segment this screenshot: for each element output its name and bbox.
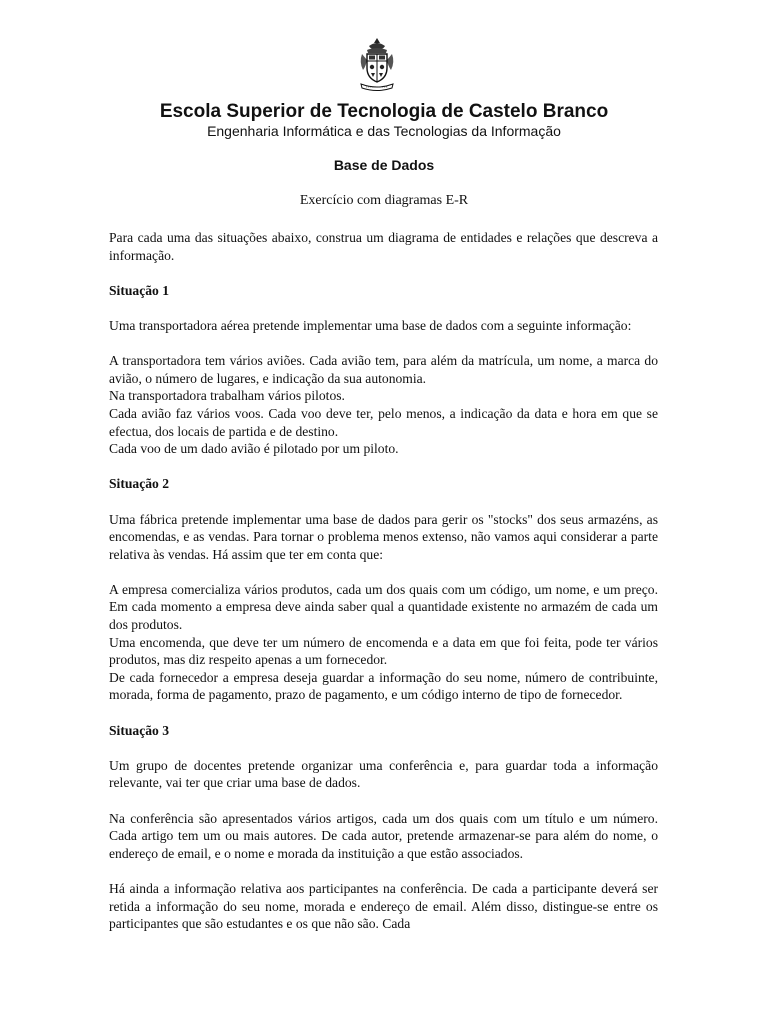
situation-1-details	[109, 352, 658, 458]
situation-1-item: A transportadora tem vários aviões. Cada avião tem, para além da matrícula, um nome, a marca do avião, o número de lugares, e indicação da sua autonomia.	[109, 353, 658, 386]
exercise-title: Exercício com diagramas E-R	[299, 193, 469, 208]
situation-2-heading: Situação 2	[109, 476, 170, 492]
situation-3-intro: Um grupo de docentes pretende organizar uma conferência e, para guardar toda a informação relevante, vai ter que criar uma base de dados.	[109, 757, 658, 791]
situation-3-paragraph: Na conferência são apresentados vários artigos, cada um dos quais com um título e um número. Cada artigo tem um ou mais autores. De cada autor, pretende armazenar-se para além do nome, o endereço de email, e o nome e morada da instituição a que estão associados.	[109, 810, 658, 861]
school-crest-logo	[357, 36, 397, 94]
situation-2-item: A empresa comercializa vários produtos, cada um dos quais com um código, um nome, e um preço. Em cada momento a empresa deve ainda saber qual a quantidade existente no armazém de cada um dos produtos.	[109, 581, 658, 633]
situation-2-intro: Uma fábrica pretende implementar uma base de dados para gerir os "stocks" dos seus armazéns, as encomendas, e as vendas. Para tornar o problema menos extenso, não vamos aqui considerar a parte relativa às vendas. Há assim que ter em conta que:	[109, 511, 658, 562]
department-name: Engenharia Informática e das Tecnologias da Informação	[207, 123, 561, 139]
situation-1-item: Cada avião faz vários voos. Cada voo deve ter, pelo menos, a indicação da data e hora em que se efectua, dos locais de partida e de destino.	[109, 405, 658, 439]
situation-3-heading: Situação 3	[109, 722, 170, 738]
situation-1-heading: Situação 1	[109, 282, 170, 298]
situation-1-item: Cada voo de um dado avião é pilotado por um piloto.	[109, 441, 399, 457]
document-body	[109, 229, 658, 950]
situation-2-details	[109, 581, 658, 704]
situation-2-item: De cada fornecedor a empresa deseja guardar a informação do seu nome, número de contribuinte, morada, forma de pagamento, prazo de pagamento, e um código interno de tipo de fornecedor.	[109, 669, 658, 703]
situation-1-intro: Uma transportadora aérea pretende implementar uma base de dados com a seguinte informação:	[109, 317, 632, 333]
school-name: Escola Superior de Tecnologia de Castelo Branco	[159, 101, 609, 122]
intro-paragraph: Para cada uma das situações abaixo, construa um diagrama de entidades e relações que descreva a informação.	[109, 230, 658, 263]
situation-1-item: Na transportadora trabalham vários pilotos.	[109, 388, 345, 404]
situation-3-paragraph: Há ainda a informação relativa aos participantes na conferência. De cada a participante deverá ser retida a informação do seu nome, morada e endereço de email. Além disso, distingue-se entre os participantes que são estudantes e os que não são. Cada	[109, 880, 658, 932]
course-title: Base de Dados	[333, 157, 435, 173]
situation-2-item: Uma encomenda, que deve ter um número de encomenda e a data em que foi feita, pode ter vários produtos, mas diz respeito apenas a um fornecedor.	[109, 634, 658, 668]
